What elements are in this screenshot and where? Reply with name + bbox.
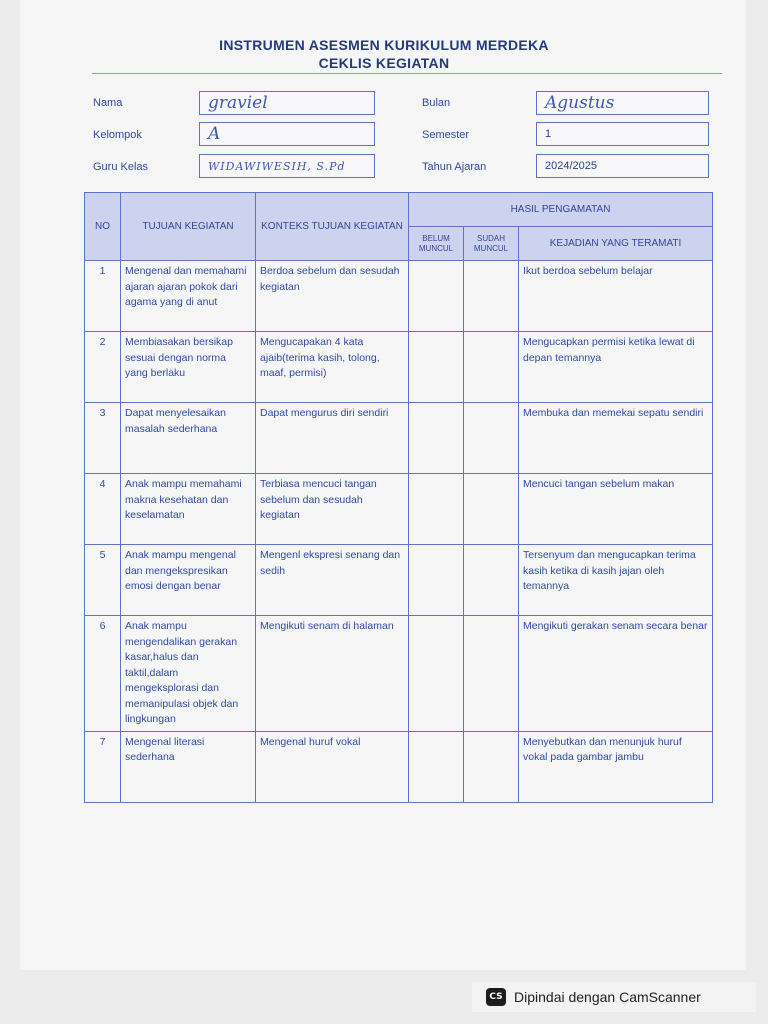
table-row <box>85 545 713 616</box>
kejadian-cell: Membuka dan memekai sepatu sendiri <box>519 403 713 474</box>
guru-kelas-field[interactable]: WIDAWIWESIH, S.Pd <box>199 154 375 178</box>
tahun-ajaran-field[interactable]: 2024/2025 <box>536 154 709 178</box>
tujuan-cell: Anak mampu mengenal dan mengekspresikan emosi dengan benar <box>121 545 256 616</box>
table-row <box>85 332 713 403</box>
header-belum-muncul: BELUM MUNCUL <box>409 227 464 261</box>
kejadian-cell: Mengikuti gerakan senam secara benar <box>519 616 713 732</box>
tujuan-cell: Mengenal dan memahami ajaran ajaran pokok dari agama yang di anut <box>121 261 256 332</box>
konteks-cell: Mengucapakan 4 kata ajaib(terima kasih, tolong, maaf, permisi) <box>256 332 409 403</box>
kelompok-label: Kelompok <box>93 129 142 141</box>
sudah-muncul-checkbox[interactable] <box>464 261 519 332</box>
tujuan-cell: Membiasakan bersikap sesuai dengan norma yang berlaku <box>121 332 256 403</box>
sudah-muncul-checkbox[interactable] <box>464 403 519 474</box>
sudah-muncul-checkbox[interactable] <box>464 545 519 616</box>
row-number: 6 <box>85 616 121 732</box>
bulan-field[interactable]: Agustus <box>536 91 709 115</box>
tujuan-cell: Anak mampu mengendalikan gerakan kasar,halus dan taktil,dalam mengeksplorasi dan memanipulasi objek dan lingkungan <box>121 616 256 732</box>
row-number: 2 <box>85 332 121 403</box>
sudah-muncul-checkbox[interactable] <box>464 731 519 802</box>
camscanner-logo-icon: CS <box>486 988 506 1006</box>
row-number: 1 <box>85 261 121 332</box>
belum-muncul-checkbox[interactable] <box>409 731 464 802</box>
sudah-muncul-checkbox[interactable] <box>464 332 519 403</box>
belum-muncul-checkbox[interactable] <box>409 403 464 474</box>
belum-muncul-checkbox[interactable] <box>409 616 464 732</box>
sudah-muncul-checkbox[interactable] <box>464 474 519 545</box>
tujuan-cell: Anak mampu memahami makna kesehatan dan keselamatan <box>121 474 256 545</box>
tujuan-cell: Mengenal literasi sederhana <box>121 731 256 802</box>
table-row <box>85 261 713 332</box>
header-sudah-muncul: SUDAH MUNCUL <box>464 227 519 261</box>
nama-label: Nama <box>93 97 123 109</box>
table-row <box>85 403 713 474</box>
kejadian-cell: Mengucapkan permisi ketika lewat di depan temannya <box>519 332 713 403</box>
belum-muncul-checkbox[interactable] <box>409 332 464 403</box>
row-number: 4 <box>85 474 121 545</box>
document-subtitle: CEKLIS KEGIATAN <box>318 55 450 71</box>
tujuan-cell: Dapat menyelesaikan masalah sederhana <box>121 403 256 474</box>
nama-field[interactable]: graviel <box>199 91 375 115</box>
table-row <box>85 616 713 732</box>
camscanner-text: Dipindai dengan CamScanner <box>514 989 701 1005</box>
document-title: INSTRUMEN ASESMEN KURIKULUM MERDEKA <box>219 37 549 53</box>
sudah-muncul-checkbox[interactable] <box>464 616 519 732</box>
belum-muncul-checkbox[interactable] <box>409 474 464 545</box>
camscanner-watermark <box>472 982 756 1012</box>
row-number: 3 <box>85 403 121 474</box>
header-tujuan-kegiatan: TUJUAN KEGIATAN <box>121 193 256 261</box>
kejadian-cell: Menyebutkan dan menunjuk huruf vokal pada gambar jambu <box>519 731 713 802</box>
kejadian-cell: Mencuci tangan sebelum makan <box>519 474 713 545</box>
row-number: 5 <box>85 545 121 616</box>
konteks-cell: Mengikuti senam di halaman <box>256 616 409 732</box>
konteks-cell: Terbiasa mencuci tangan sebelum dan sesudah kegiatan <box>256 474 409 545</box>
table-row <box>85 731 713 802</box>
belum-muncul-checkbox[interactable] <box>409 545 464 616</box>
semester-label: Semester <box>422 129 470 141</box>
bulan-label: Bulan <box>422 97 451 109</box>
tahun-ajaran-label: Tahun Ajaran <box>422 161 487 173</box>
title-divider <box>92 73 722 74</box>
konteks-cell: Mengenal huruf vokal <box>256 731 409 802</box>
belum-muncul-checkbox[interactable] <box>409 261 464 332</box>
kejadian-cell: Ikut berdoa sebelum belajar <box>519 261 713 332</box>
konteks-cell: Berdoa sebelum dan sesudah kegiatan <box>256 261 409 332</box>
kejadian-cell: Tersenyum dan mengucapkan terima kasih ketika di kasih jajan oleh temannya <box>519 545 713 616</box>
row-number: 7 <box>85 731 121 802</box>
header-hasil-pengamatan: HASIL PENGAMATAN <box>409 193 713 227</box>
table-row <box>85 474 713 545</box>
header-konteks: KONTEKS TUJUAN KEGIATAN <box>256 193 409 261</box>
semester-field[interactable]: 1 <box>536 122 709 146</box>
header-no: NO <box>85 193 121 261</box>
assessment-table <box>84 192 713 803</box>
header-kejadian: KEJADIAN YANG TERAMATI <box>519 227 713 261</box>
guru-kelas-label: Guru Kelas <box>93 161 149 173</box>
konteks-cell: Dapat mengurus diri sendiri <box>256 403 409 474</box>
kelompok-field[interactable]: A <box>199 122 375 146</box>
konteks-cell: Mengenl ekspresi senang dan sedih <box>256 545 409 616</box>
